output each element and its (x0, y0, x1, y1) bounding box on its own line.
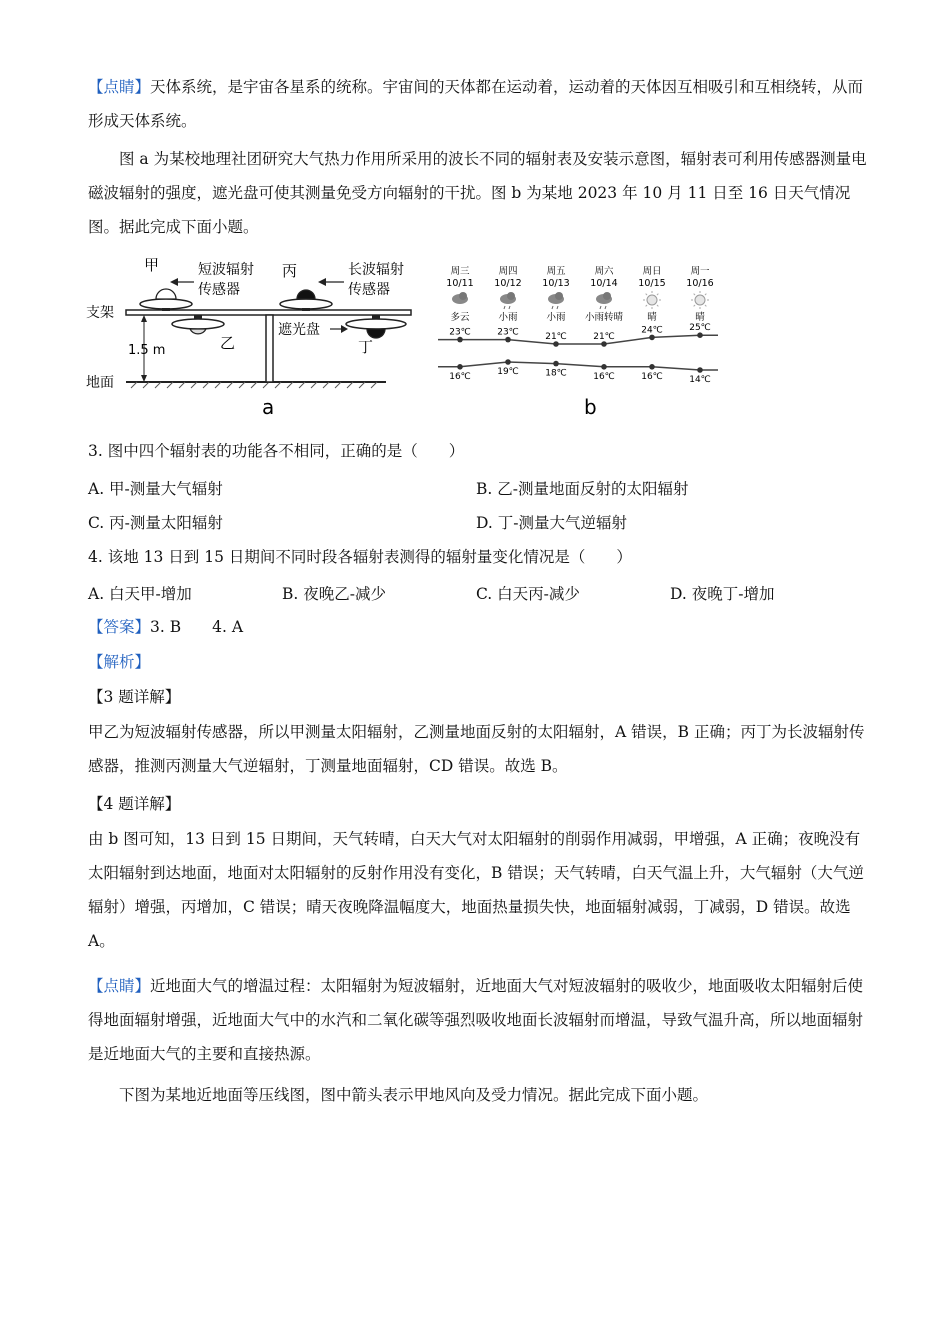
support-post (266, 315, 273, 382)
answer-tag: 【答案】 (88, 618, 151, 636)
rain-icon (500, 292, 516, 309)
high-temp-label: 21℃ (593, 332, 615, 342)
q3-stem: 3. 图中四个辐射表的功能各不相同，正确的是（ ） (88, 442, 465, 460)
high-temp-label: 24℃ (641, 325, 663, 336)
high-temp-point (649, 335, 655, 341)
day-week: 周一 (690, 266, 710, 277)
day-week: 周六 (594, 266, 614, 277)
day-week: 周日 (642, 266, 662, 277)
caption-a: a (262, 395, 275, 419)
support-label: 支架 (86, 305, 114, 321)
low-temp-point (505, 359, 511, 365)
q4-option-b[interactable]: B. 夜晚乙-减少 (282, 585, 386, 603)
figure-b (438, 262, 728, 422)
low-temp-label: 19℃ (497, 367, 519, 377)
sun-icon (643, 291, 661, 309)
label-short-wave-2: 传感器 (198, 282, 240, 298)
q4-stem: 4. 该地 13 日到 15 日期间不同时段各辐射表测得的辐射量变化情况是（ ） (88, 548, 632, 566)
closing-paragraph: 下图为某地近地面等压线图，图中箭头表示甲地风向及受力情况。据此完成下面小题。 (119, 1086, 709, 1104)
label-short-wave: 短波辐射 (198, 262, 254, 278)
answer-text: 3. B 4. A (150, 618, 244, 636)
day-weather: 多云 (450, 312, 470, 323)
note-tag-2: 【点睛】 (88, 977, 151, 995)
q4-option-d[interactable]: D. 夜晚丁-增加 (670, 585, 775, 603)
day-date: 10/16 (686, 278, 714, 289)
label-jia: 甲 (144, 256, 160, 274)
low-temp-point (457, 364, 463, 370)
low-temp-point (697, 367, 703, 373)
sun-icon (691, 291, 709, 309)
q4-option-a[interactable]: A. 白天甲-增加 (88, 585, 192, 603)
note-paragraph-1 (88, 70, 868, 138)
height-label: 1.5 m (128, 343, 166, 358)
note-text-2: 近地面大气的增温过程：太阳辐射为短波辐射，近地面大气对短波辐射的吸收少，地面吸收太阳辐射后使得地面辐射增强，近地面大气中的水汽和二氧化碳等强烈吸收地面长波辐射而增温，导致气温升高，所以地面辐射是近地面大气的主要和直接热源。 (88, 977, 864, 1063)
high-temp-label: 21℃ (545, 332, 567, 342)
label-ding: 丁 (358, 338, 374, 356)
analysis-tag: 【解析】 (88, 653, 151, 671)
day-weather: 晴 (647, 312, 657, 323)
low-temp-point (553, 361, 559, 367)
low-temp-label: 16℃ (641, 371, 663, 382)
detail-4-tag: 【4 题详解】 (88, 795, 181, 813)
figure-a (86, 252, 416, 422)
day-date: 10/13 (542, 278, 570, 289)
high-temp-label: 25℃ (689, 323, 711, 334)
q3-option-c[interactable]: C. 丙-测量太阳辐射 (88, 514, 223, 532)
high-temp-label: 23℃ (497, 327, 519, 338)
high-temp-line (438, 335, 718, 344)
low-temp-line (438, 362, 718, 370)
rain-icon (596, 292, 612, 309)
day-week: 周三 (450, 266, 470, 277)
day-week: 周五 (546, 266, 566, 277)
day-weather: 小雨 (546, 312, 566, 323)
sensor-ding (346, 319, 406, 329)
note-text: 天体系统，是宇宙各星系的统称。宇宙间的天体都在运动着，运动着的天体因互相吸引和互相绕转，从而形成天体系统。 (88, 78, 864, 130)
low-temp-label: 14℃ (689, 375, 711, 385)
low-temp-point (601, 364, 607, 370)
rain-icon (548, 292, 564, 309)
caption-b: b (584, 395, 597, 419)
label-long-wave-2: 传感器 (348, 282, 390, 298)
note-paragraph-2 (88, 969, 868, 1071)
day-date: 10/12 (494, 278, 522, 289)
cloudy-icon (452, 292, 468, 304)
low-temp-label: 16℃ (449, 371, 471, 382)
answer-line (88, 610, 868, 644)
day-date: 10/14 (590, 278, 618, 289)
high-temp-point (553, 341, 559, 347)
q3-option-d[interactable]: D. 丁-测量大气逆辐射 (476, 514, 627, 532)
q4-option-c[interactable]: C. 白天丙-减少 (476, 585, 580, 603)
label-bing: 丙 (282, 262, 298, 280)
low-temp-label: 18℃ (545, 368, 567, 379)
sensor-bing (280, 299, 332, 309)
high-temp-point (697, 332, 703, 338)
day-weather: 晴 (695, 312, 705, 323)
label-long-wave: 长波辐射 (348, 262, 404, 278)
label-shade: 遮光盘 (278, 322, 320, 338)
q3-option-b[interactable]: B. 乙-测量地面反射的太阳辐射 (476, 480, 689, 498)
low-temp-point (649, 364, 655, 370)
high-temp-point (505, 337, 511, 343)
low-temp-label: 16℃ (593, 371, 615, 382)
high-temp-point (457, 337, 463, 343)
q3-option-a[interactable]: A. 甲-测量大气辐射 (88, 480, 223, 498)
note-tag: 【点睛】 (88, 78, 151, 96)
ground-label: 地面 (86, 375, 114, 391)
high-temp-label: 23℃ (449, 327, 471, 338)
detail-4-text: 由 b 图可知，13 日到 15 日期间，天气转晴，白天大气对太阳辐射的削弱作用减弱，甲增强，A 正确；夜晚没有太阳辐射到达地面，地面对太阳辐射的反射作用没有变化，B 错误；天气转晴，白天气温上升，大气辐射（大气逆辐射）增强，丙增加，C 错误；晴天夜晚降温幅度大，地面热量损失快，地面辐射减弱，丁减弱，D 错误。故选 A。 (88, 830, 864, 950)
intro-paragraph: 图 a 为某校地理社团研究大气热力作用所采用的波长不同的辐射表及安装示意图，辐射表可利用传感器测量电磁波辐射的强度，遮光盘可使其测量免受方向辐射的干扰。图 b 为某地 2023 年 10 月 11 日至 16 日天气情况图。据此完成下面小题。 (88, 150, 867, 236)
sensor-jia (140, 299, 192, 309)
day-date: 10/11 (446, 278, 474, 289)
detail-3-text: 甲乙为短波辐射传感器，所以甲测量太阳辐射，乙测量地面反射的太阳辐射，A 错误，B 正确；丙丁为长波辐射传感器，推测丙测量大气逆辐射，丁测量地面辐射，CD 错误。故选 B。 (88, 723, 865, 775)
label-yi: 乙 (220, 334, 236, 352)
high-temp-point (601, 341, 607, 347)
day-weather: 小雨 (498, 312, 518, 323)
day-weather: 小雨转晴 (584, 312, 624, 323)
sensor-yi (172, 319, 224, 329)
day-week: 周四 (498, 266, 518, 277)
detail-3-tag: 【3 题详解】 (88, 688, 181, 706)
day-date: 10/15 (638, 278, 666, 289)
